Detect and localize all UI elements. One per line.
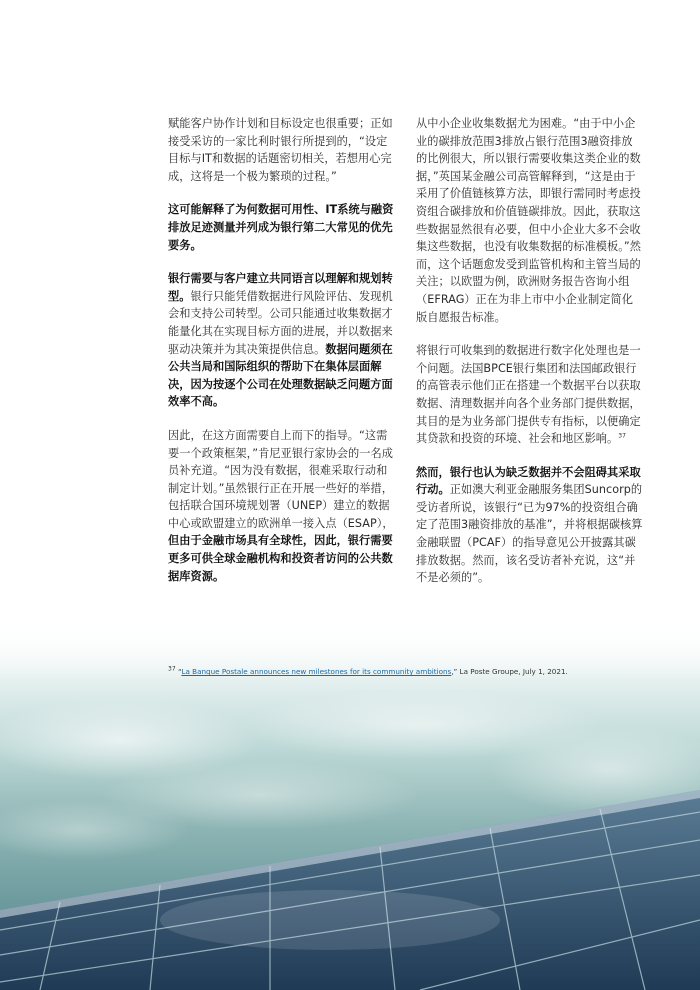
footnote-number: 37 (168, 665, 176, 673)
bold-statement: 这可能解释了为何数据可用性、IT系统与融资排放足迹测量并列成为银行第二大常见的优先要务。 (168, 203, 394, 252)
paragraph (168, 115, 395, 185)
bold-statement: 但由于金融市场具有全球性，因此，银行需要更多可供全球金融机构和投资者访问的公共数据库资源。 (168, 534, 393, 583)
paragraph (416, 464, 643, 587)
footnote-source: ,” La Poste Groupe, July 1, 2021. (451, 667, 568, 676)
footnote (168, 667, 628, 677)
paragraph (416, 115, 643, 326)
paragraph (168, 270, 395, 411)
paragraph-text: 银行只能凭借数据进行风险评估、发现机会和支持公司转型。公司只能通过收集数据才能量化其在实现目标方面的进展，并以数据来驱动决策并为其决策提供信息。 (168, 289, 393, 356)
left-text-column (168, 115, 395, 601)
paragraph-text: 从中小企业收集数据尤为困难。“由于中小企业的碳排放范围3排放占银行范围3融资排放的比例很大，所以银行需要收集这类企业的数据，”英国某金融公司高管解释到，“这是由于采用了价值链核算方法，即银行需同时考虑投资组合碳排放和价值链碳排放。因此，获取这些数据显然很有必要，但中小企业大多不会收集这些数据，也没有收集数据的标准模板。”然而，这个话题愈发受到监管机构和主管当局的关注；以欧盟为例，欧洲财务报告咨询小组（EFRAG）正在为非上市中小企业制定简化版自愿报告标准。 (416, 117, 641, 324)
bold-statement: 银行需要与客户建立共同语言以理解和规划转型。 (168, 272, 393, 303)
right-text-column (416, 115, 643, 603)
paragraph (416, 342, 643, 448)
paragraph-text: 因此，在这方面需要自上而下的指导。“这需要一个政策框架，”肯尼亚银行家协会的一名成员补充道。“因为没有数据，很难采取行动和制定计划。”虽然银行正在开展一些好的举措，包括联合国环境规划署（UNEP）建立的数据中心或欧盟建立的欧洲单一接入点（ESAP）， (168, 428, 394, 530)
footnote-link[interactable]: La Banque Postale announces new milestones for its community ambitions (181, 667, 452, 676)
paragraph-text: 将银行可收集到的数据进行数字化处理也是一个问题。法国BPCE银行集团和法国邮政银行的高管表示他们正在搭建一个数据平台以获取数据、清理数据并向各个业务部门提供数据，其目的是为业务部门提供专有指标，以便确定其贷款和投资的环境、社会和地区影响。 (416, 344, 641, 446)
paragraph-text: 赋能客户协作计划和目标设定也很重要；正如接受采访的一家比利时银行所提到的，“设定目标与IT和数据的话题密切相关，若想用心完成，这将是一个极为繁琐的过程。” (168, 117, 393, 183)
footnote-open-quote: “ (177, 667, 182, 676)
footnote-reference[interactable]: 37 (618, 432, 627, 440)
paragraph-text: 正如澳大利亚金融服务集团Suncorp的受访者所说，该银行“已为97%的投资组合确定了范围3融资排放的基准”，并将根据碳核算金融联盟（PCAF）的指导意见公开披露其碳排放数据。然而，该名受访者补充说，这“并不是必须的”。 (416, 483, 643, 585)
paragraph (168, 201, 395, 254)
paragraph (168, 427, 395, 585)
bold-statement: 数据问题须在公共当局和国际组织的帮助下在集体层面解决，因为按逐个公司在处理数据缺乏问题方面效率不高。 (168, 342, 393, 409)
bold-statement: 然而，银行也认为缺乏数据并不会阻碍其采取行动。 (416, 465, 641, 497)
